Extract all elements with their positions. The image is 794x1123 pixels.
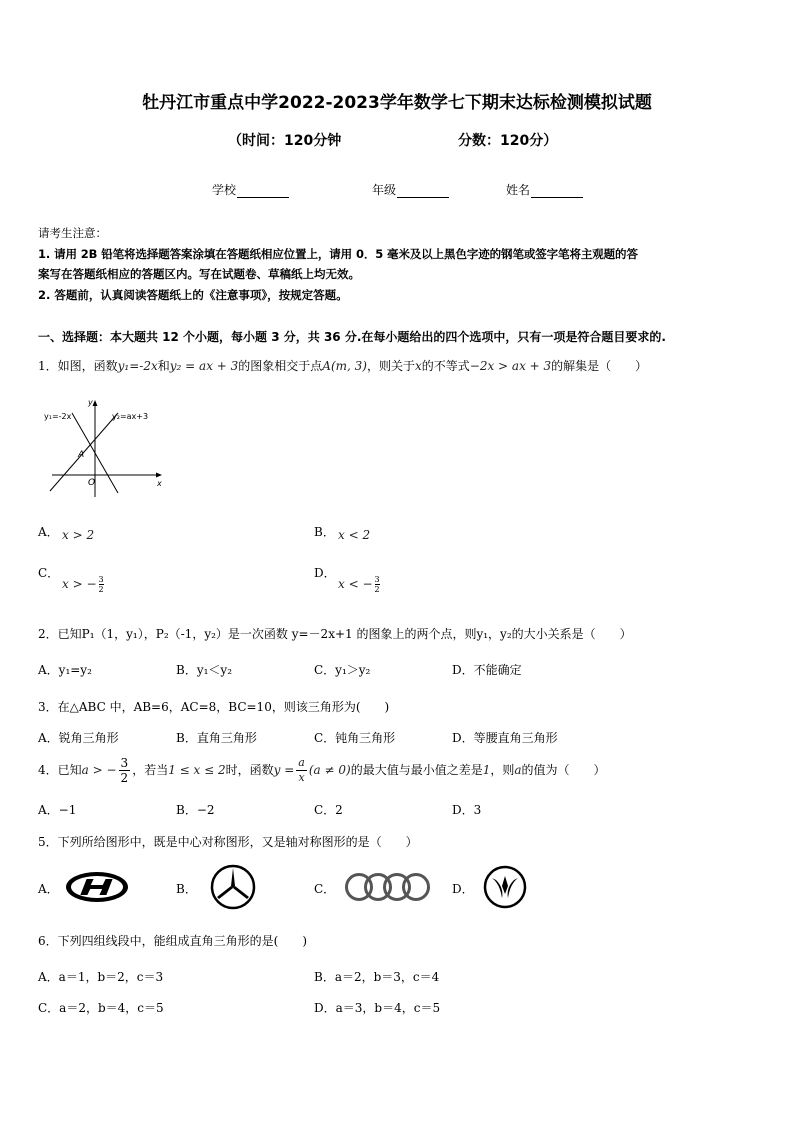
school-label: 学校 [212,183,237,197]
q5-option-b[interactable]: B． [176,882,197,896]
q5-option-d[interactable]: D． [452,882,474,896]
q4-option-b[interactable]: B．−2 [176,803,215,817]
q1-option-d[interactable]: D． [314,566,336,580]
notes-line1b: 案写在答题纸相应的答题区内。写在试题卷、草稿纸上均无效。 [38,267,360,281]
q3-option-a[interactable]: A．锐角三角形 [38,731,119,745]
grade-field [372,181,449,198]
name-blank [531,185,583,198]
grade-blank [397,185,449,198]
dongfeng-logo-icon [482,864,528,910]
x-axis-arrow [156,473,162,478]
question-3: 3．在△ABC 中，AB=6，AC=8，BC=10，则该三角形为( ) [38,700,390,714]
q4-option-c[interactable]: C．2 [314,803,343,817]
mercedes-logo-icon [210,864,256,910]
y-axis-arrow [93,400,98,406]
q4-option-a[interactable]: A．−1 [38,803,77,817]
time-label: （时间：120分钟 [228,133,342,149]
q3-option-c[interactable]: C．钝角三角形 [314,731,396,745]
school-blank [237,185,289,198]
score-label: 分数：120分） [458,133,558,149]
q1-option-a-math: x > 2 [62,528,95,542]
question-5: 5．下列所给图形中，既是中心对称图形，又是轴对称图形的是（ ） [38,835,418,849]
label-y2: y₂=ax+3 [112,412,149,421]
label-y1: y₁=-2x [44,412,72,421]
notes-line2: 2. 答题前，认真阅读答题纸上的《注意事项》，按规定答题。 [38,288,348,302]
question-2: 2．已知P₁（1，y₁），P₂（-1，y₂）是一次函数 y=－2x+1 的图象上的两个点，则y₁，y₂的大小关系是（ ） [38,627,632,641]
y-label: y [88,398,93,407]
q1-graph [40,395,170,500]
q1-option-a[interactable]: A． [38,525,59,539]
point-a-label: A [78,450,85,460]
q1-option-d-math: x < − $\frac{3}{2}$ [338,575,380,594]
question-6: 6．下列四组线段中，能组成直角三角形的是( ) [38,934,307,948]
q1-option-b[interactable]: B． [314,525,335,539]
q5-option-a[interactable]: A． [38,882,59,896]
school-field [212,181,289,198]
page-title: 牡丹江市重点中学2022-2023学年数学七下期末达标检测模拟试题 [142,93,652,113]
q1-option-c-math: x > − $\frac{3}{2}$ [62,575,104,594]
q6-option-c[interactable]: C．a＝2，b＝4，c＝5 [38,1001,164,1015]
q2-option-c[interactable]: C．y₁＞y₂ [314,663,371,677]
x-label: x [157,479,162,488]
section-heading: 一、选择题：本大题共 12 个小题，每小题 3 分，共 36 分.在每小题给出的四个选项中，只有一项是符合题目要求的. [38,330,666,344]
q6-option-a[interactable]: A．a＝1，b＝2，c＝3 [38,970,164,984]
grade-label: 年级 [372,183,397,197]
name-label: 姓名 [506,183,531,197]
q6-option-d[interactable]: D．a＝3，b＝4，c＝5 [314,1001,441,1015]
notes-heading: 请考生注意： [38,226,107,240]
q4-option-d[interactable]: D．3 [452,803,482,817]
q6-option-b[interactable]: B．a＝2，b＝3，c＝4 [314,970,440,984]
question-1: 1．如图，函数y₁=-2x和y₂ = ax + 3的图象相交于点A(m, 3)，则关于x的不等式−2x > ax + 3的解集是（ ） [38,359,648,373]
origin-label: O [88,478,96,488]
notes-line1a: 1. 请用 2B 铅笔将选择题答案涂填在答题纸相应位置上，请用 0．5 毫米及以上黑色字迹的钢笔或签字笔将主观题的答 [38,247,638,261]
q2-option-d[interactable]: D．不能确定 [452,663,522,677]
q3-option-b[interactable]: B．直角三角形 [176,731,257,745]
q2-option-a[interactable]: A．y₁=y₂ [38,663,92,677]
q1-option-b-math: x < 2 [338,528,371,542]
audi-rings-logo-icon [344,872,432,902]
q3-option-d[interactable]: D．等腰直角三角形 [452,731,558,745]
name-field [506,181,583,198]
hyundai-logo-icon [64,869,130,905]
q2-option-b[interactable]: B．y₁＜y₂ [176,663,232,677]
question-4: 4．已知a > − $\frac{3}{2}$ ，若当1 ≤ x ≤ 2时，函数y = $\frac{a}{x}$ (a ≠ 0)的最大值与最小值之差是1，则a的值为（ ） [38,756,606,785]
q1-option-c[interactable]: C． [38,566,60,580]
q5-option-c[interactable]: C． [314,882,336,896]
